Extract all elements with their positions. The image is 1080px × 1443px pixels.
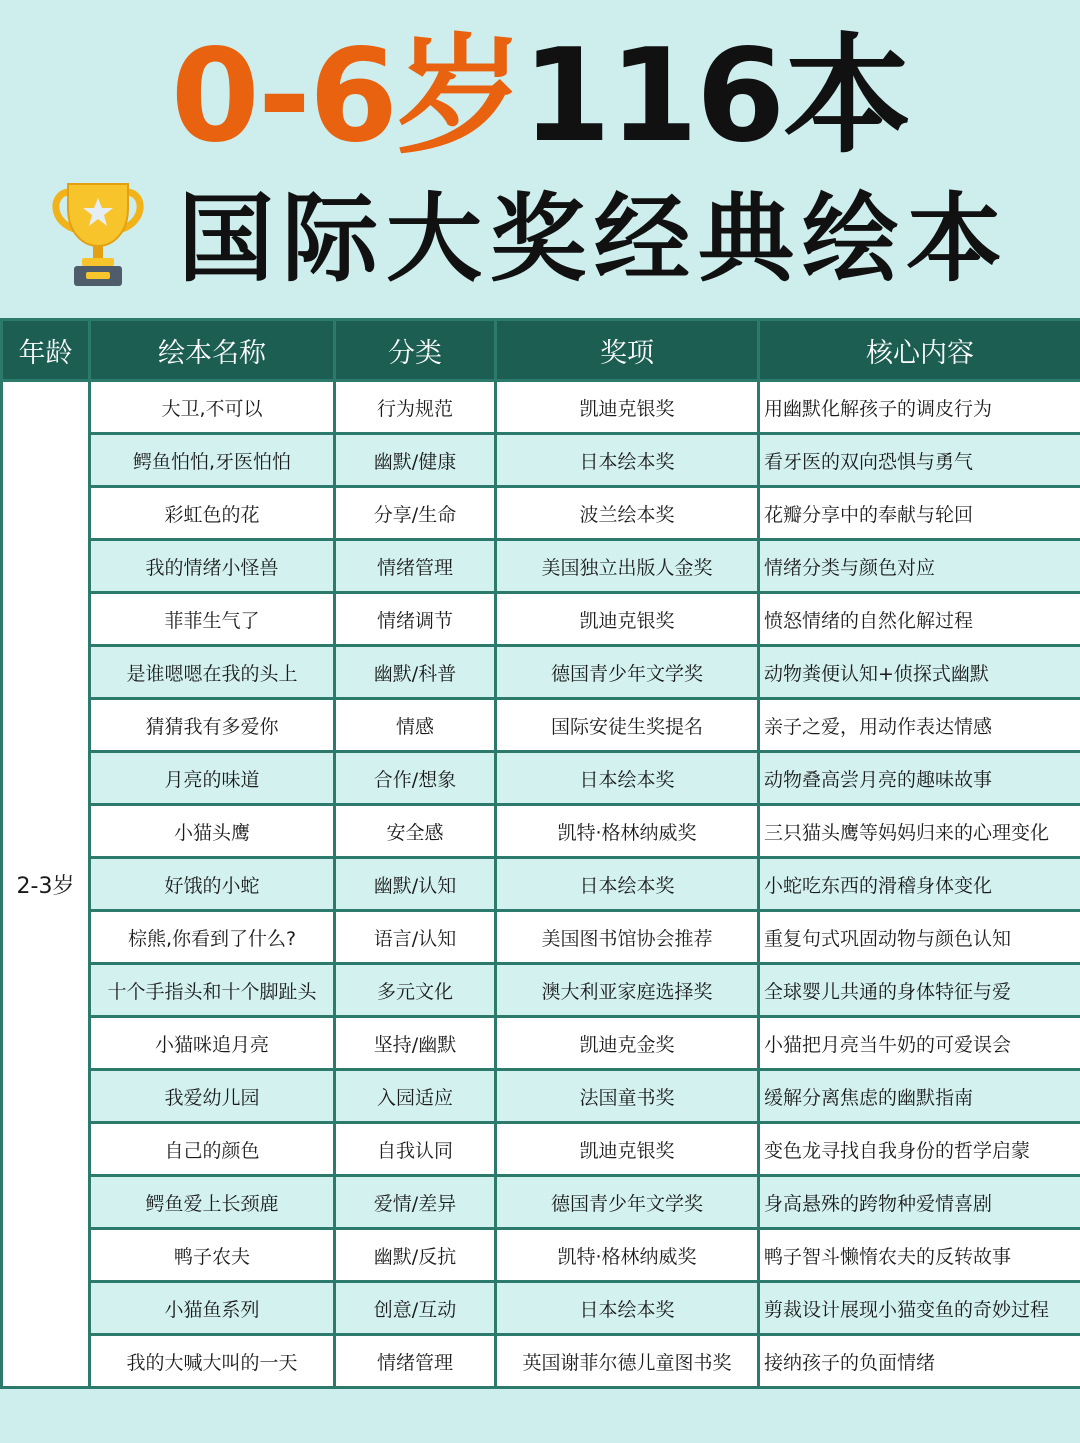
book-title-cell: 棕熊,你看到了什么? (90, 911, 335, 964)
award-cell: 凯迪克银奖 (496, 593, 759, 646)
book-title-cell: 好饿的小蛇 (90, 858, 335, 911)
core-content-cell: 用幽默化解孩子的调皮行为 (759, 381, 1080, 434)
award-cell: 凯迪克金奖 (496, 1017, 759, 1070)
award-cell: 澳大利亚家庭选择奖 (496, 964, 759, 1017)
table-row (2, 487, 1080, 540)
book-title-cell: 自己的颜色 (90, 1123, 335, 1176)
category-cell: 多元文化 (335, 964, 496, 1017)
table-row (2, 1176, 1080, 1229)
award-cell: 美国图书馆协会推荐 (496, 911, 759, 964)
award-cell: 凯特·格林纳威奖 (496, 1229, 759, 1282)
award-cell: 波兰绘本奖 (496, 487, 759, 540)
category-cell: 幽默/认知 (335, 858, 496, 911)
book-title-cell: 十个手指头和十个脚趾头 (90, 964, 335, 1017)
core-content-cell: 鸭子智斗懒惰农夫的反转故事 (759, 1229, 1080, 1282)
award-cell: 国际安徒生奖提名 (496, 699, 759, 752)
core-content-cell: 全球婴儿共通的身体特征与爱 (759, 964, 1080, 1017)
category-cell: 安全感 (335, 805, 496, 858)
page-header (0, 0, 1080, 318)
award-cell: 日本绘本奖 (496, 434, 759, 487)
award-cell: 凯特·格林纳威奖 (496, 805, 759, 858)
picture-book-table (0, 318, 1080, 1389)
category-cell: 爱情/差异 (335, 1176, 496, 1229)
book-title-cell: 猜猜我有多爱你 (90, 699, 335, 752)
table-row (2, 593, 1080, 646)
book-title-cell: 小猫头鹰 (90, 805, 335, 858)
table-row (2, 1123, 1080, 1176)
table-row (2, 752, 1080, 805)
book-title-cell: 鸭子农夫 (90, 1229, 335, 1282)
table-row (2, 1229, 1080, 1282)
core-content-cell: 三只猫头鹰等妈妈归来的心理变化 (759, 805, 1080, 858)
core-content-cell: 变色龙寻找自我身份的哲学启蒙 (759, 1123, 1080, 1176)
award-cell: 日本绘本奖 (496, 1282, 759, 1335)
core-content-cell: 愤怒情绪的自然化解过程 (759, 593, 1080, 646)
core-content-cell: 小蛇吃东西的滑稽身体变化 (759, 858, 1080, 911)
core-content-cell: 花瓣分享中的奉献与轮回 (759, 487, 1080, 540)
category-cell: 行为规范 (335, 381, 496, 434)
core-content-cell: 动物叠高尝月亮的趣味故事 (759, 752, 1080, 805)
core-content-cell: 剪裁设计展现小猫变鱼的奇妙过程 (759, 1282, 1080, 1335)
column-header-content: 核心内容 (759, 320, 1080, 381)
category-cell: 坚持/幽默 (335, 1017, 496, 1070)
book-title-cell: 是谁嗯嗯在我的头上 (90, 646, 335, 699)
award-cell: 凯迪克银奖 (496, 1123, 759, 1176)
book-title-cell: 大卫,不可以 (90, 381, 335, 434)
book-title-cell: 彩虹色的花 (90, 487, 335, 540)
award-cell: 日本绘本奖 (496, 858, 759, 911)
table-row (2, 1335, 1080, 1388)
book-title-cell: 我的大喊大叫的一天 (90, 1335, 335, 1388)
category-cell: 情绪管理 (335, 1335, 496, 1388)
award-cell: 英国谢菲尔德儿童图书奖 (496, 1335, 759, 1388)
title-book-count: 116本 (522, 22, 910, 171)
core-content-cell: 身高悬殊的跨物种爱情喜剧 (759, 1176, 1080, 1229)
table-row (2, 858, 1080, 911)
category-cell: 语言/认知 (335, 911, 496, 964)
book-title-cell: 我爱幼儿园 (90, 1070, 335, 1123)
core-content-cell: 情绪分类与颜色对应 (759, 540, 1080, 593)
award-cell: 美国独立出版人金奖 (496, 540, 759, 593)
category-cell: 分享/生命 (335, 487, 496, 540)
subtitle: 国际大奖经典绘本 (178, 183, 1010, 295)
category-cell: 幽默/反抗 (335, 1229, 496, 1282)
book-title-cell: 我的情绪小怪兽 (90, 540, 335, 593)
core-content-cell: 动物粪便认知+侦探式幽默 (759, 646, 1080, 699)
table-row (2, 1017, 1080, 1070)
age-group-cell: 2-3岁 (2, 381, 90, 1388)
column-header-age: 年龄 (2, 320, 90, 381)
category-cell: 情绪管理 (335, 540, 496, 593)
category-cell: 自我认同 (335, 1123, 496, 1176)
book-title-cell: 小猫咪追月亮 (90, 1017, 335, 1070)
table-row (2, 381, 1080, 434)
title-age-range: 0-6岁 (170, 22, 523, 171)
table-row (2, 646, 1080, 699)
category-cell: 创意/互动 (335, 1282, 496, 1335)
table-row (2, 805, 1080, 858)
core-content-cell: 亲子之爱，用动作表达情感 (759, 699, 1080, 752)
table-row (2, 540, 1080, 593)
table-row (2, 1282, 1080, 1335)
category-cell: 幽默/科普 (335, 646, 496, 699)
table-header-row (2, 320, 1080, 381)
book-title-cell: 月亮的味道 (90, 752, 335, 805)
core-content-cell: 缓解分离焦虑的幽默指南 (759, 1070, 1080, 1123)
column-header-category: 分类 (335, 320, 496, 381)
category-cell: 情感 (335, 699, 496, 752)
award-cell: 德国青少年文学奖 (496, 646, 759, 699)
trophy-icon (48, 178, 148, 290)
book-title-cell: 鳄鱼爱上长颈鹿 (90, 1176, 335, 1229)
core-content-cell: 接纳孩子的负面情绪 (759, 1335, 1080, 1388)
award-cell: 德国青少年文学奖 (496, 1176, 759, 1229)
category-cell: 幽默/健康 (335, 434, 496, 487)
table-row (2, 964, 1080, 1017)
category-cell: 入园适应 (335, 1070, 496, 1123)
column-header-title: 绘本名称 (90, 320, 335, 381)
table-row (2, 911, 1080, 964)
column-header-award: 奖项 (496, 320, 759, 381)
category-cell: 情绪调节 (335, 593, 496, 646)
core-content-cell: 看牙医的双向恐惧与勇气 (759, 434, 1080, 487)
category-cell: 合作/想象 (335, 752, 496, 805)
table-row (2, 1070, 1080, 1123)
book-title-cell: 菲菲生气了 (90, 593, 335, 646)
main-title (0, 22, 1080, 172)
award-cell: 日本绘本奖 (496, 752, 759, 805)
core-content-cell: 重复句式巩固动物与颜色认知 (759, 911, 1080, 964)
core-content-cell: 小猫把月亮当牛奶的可爱误会 (759, 1017, 1080, 1070)
book-title-cell: 鳄鱼怕怕,牙医怕怕 (90, 434, 335, 487)
table-row (2, 434, 1080, 487)
table-row (2, 699, 1080, 752)
award-cell: 法国童书奖 (496, 1070, 759, 1123)
book-title-cell: 小猫鱼系列 (90, 1282, 335, 1335)
award-cell: 凯迪克银奖 (496, 381, 759, 434)
